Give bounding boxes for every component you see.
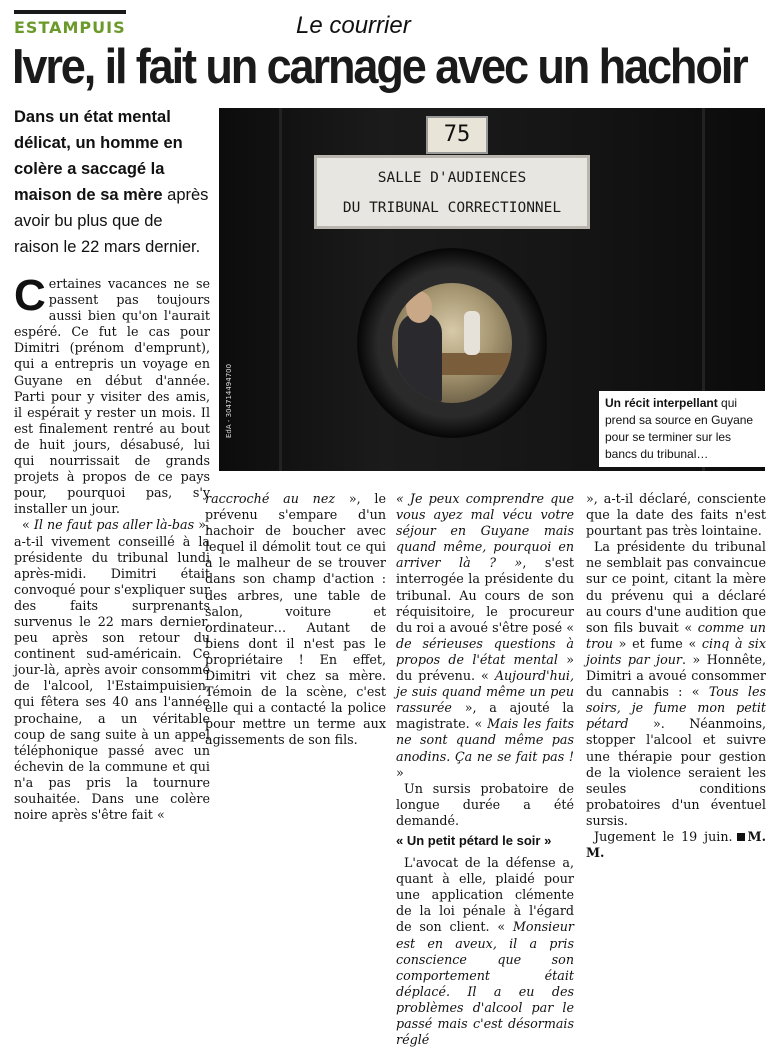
paragraph-4: Un sursis probatoire de longue durée a été demandé. — [396, 780, 574, 828]
quote-run: raccroché au nez — [205, 491, 336, 506]
lede-bold: Dans un état mental délicat, un homme en colère a saccagé la maison de sa mère — [14, 108, 183, 204]
drop-cap: C — [14, 271, 46, 320]
porthole-view — [392, 283, 512, 403]
quote-run: « Je peux comprendre que vous ayez mal vécu votre séjour en Guyane mais quand même, pourquoi en arriver là ? » — [396, 491, 574, 571]
paragraph-6 — [586, 539, 766, 829]
text-run: » — [396, 764, 404, 780]
quote-run: de sérieuses questions à propos de l'état mental — [396, 635, 574, 667]
paragraph-3 — [396, 491, 574, 781]
text-run: » du prévenu. « — [396, 651, 574, 684]
signature: M. M. — [586, 828, 766, 861]
article-photo — [219, 108, 765, 471]
text-run: La présidente du tribunal ne semblait pas convaincue sur ce point, citant la mère du prévenu qui a déclaré au cours d'une audition que son fils buvait « — [586, 539, 766, 635]
paragraph-2-cont — [205, 491, 386, 749]
courtroom-sign — [314, 155, 590, 229]
foreground-figure — [398, 313, 442, 403]
article-column-4 — [586, 491, 766, 861]
text-run: », a-t-il déclaré, consciente que la date des faits n'est pourtant pas très lointaine. — [586, 491, 766, 539]
headline: Ivre, il fait un carnage avec un hachoir — [12, 40, 747, 94]
photo-caption — [599, 391, 765, 467]
text-run: Jugement le 19 juin. — [594, 828, 733, 844]
end-mark — [737, 833, 745, 841]
paragraph-2 — [14, 517, 210, 823]
quote-run: Monsieur est en aveux, il a pris conscience que son comportement était déplacé. Il a eu des problèmes d'alcool par le passé mais c'est désormais réglé — [396, 919, 574, 1048]
figure-head — [406, 291, 432, 323]
text-run: . » Honnête, Dimitri a avoué consommer du cannabis : « — [586, 651, 766, 700]
subhead: « Un petit pétard le soir » — [396, 832, 552, 848]
quote-run: Tous les soirs, je fume mon petit pétard — [586, 684, 766, 732]
quote-run: Mais les faits ne sont quand même pas anodins. Ça ne se fait pas ! — [396, 716, 574, 764]
text-run: » et fume « — [612, 635, 702, 651]
article-column-1 — [14, 271, 210, 823]
courtroom-bench — [442, 353, 512, 375]
quote-run: Aujourd'hui, je suis quand même un peu rassurée — [396, 668, 574, 716]
section-tag: ESTAMPUIS — [14, 18, 126, 37]
room-number-plate: 75 — [426, 116, 488, 154]
text-run: , s'est interrogée la présidente du tribunal. Au cours de son réquisitoire, le procureur du roi a avoué s'être posé « — [396, 555, 575, 635]
text-run: « — [22, 517, 34, 533]
background-figure — [464, 311, 480, 355]
sign-line-2: DU TRIBUNAL CORRECTIONNEL — [342, 200, 562, 216]
article-column-2 — [205, 491, 386, 749]
text-run: », a ajouté la magistrate. « — [396, 700, 574, 732]
lede — [14, 104, 210, 260]
article-column-3 — [396, 491, 574, 1048]
text-run: ». Néanmoins, stopper l'alcool et suivre une thérapie pour gestion de la violence seraient les seules conditions probatoires d'un éventuel sursis. — [586, 716, 766, 828]
lede-rest: après avoir bu plus que de raison le 22 mars dernier. — [14, 186, 209, 256]
caption-rest: qui prend sa source en Guyane pour se terminer sur les bancs du tribunal… — [605, 396, 754, 461]
paragraph-7 — [586, 829, 766, 861]
source-label: Le courrier — [296, 12, 411, 39]
quote-run: comme un trou — [586, 619, 766, 651]
text-run: L'avocat de la défense a, quant à elle, plaidé pour une application clémente de la loi pénale à l'égard de son client. « — [396, 855, 574, 935]
sign-line-1: SALLE D'AUDIENCES — [377, 170, 527, 186]
paragraph-5-cont — [586, 491, 766, 539]
caption-bold: Un récit interpellant — [605, 396, 718, 410]
quote-run: cinq à six joints par jour — [586, 635, 766, 667]
text-run: », a-t-il vivement conseillé à la présidente du tribunal lundi après-midi. Dimitri était convoqué pour s'expliquer sur des faits surprenants survenus le 22 mars dernier, peu après son retour du continent sud-américain. Ce jour-là, après avoir consommé de l'alcool, l'Estaimpuisien, qui fêtera ses 40 ans l'année prochaine, a un véritable coup de sang suite à un appel téléphonique passé avec un échevin de la commune et qui n'a pas pris la tournure souhaitée. Dans une colère noire après s'être fait « — [14, 517, 210, 823]
quote-run: Il ne faut pas aller là-bas — [33, 517, 195, 533]
photo-credit: EdA - 304714494700 — [225, 363, 233, 438]
section-rule — [14, 10, 126, 14]
paragraph-1 — [14, 271, 210, 517]
paragraph-1-text: ertaines vacances ne se passent pas toujours aussi bien qu'on l'aurait espéré. Ce fut le cas pour Dimitri (prénom d'emprunt), qui a entrepris un voyage en Guyane en début d'année. Parti pour y visiter des amis, il espérait y rester un mois. Il est finalement rentré au bout de huit jours, désabusé, lui qui nourrissait de grands projets à propos de ce pays pour, pourquoi pas, s'y installer un jour. — [14, 276, 210, 517]
paragraph-5 — [396, 855, 574, 1048]
text-run: », le prévenu s'empare d'un hachoir de boucher avec lequel il démolit tout ce qui a le malheur de se trouver dans son champ d'action : des arbres, une table de salon, voiture et ordinateur… Autant de biens dont il n'est pas le propriétaire ! En effet, Dimitri vit chez sa mère. Témoin de la scène, c'est elle qui a contacté la police pour mettre un terme aux agissements de son fils. — [205, 491, 386, 748]
